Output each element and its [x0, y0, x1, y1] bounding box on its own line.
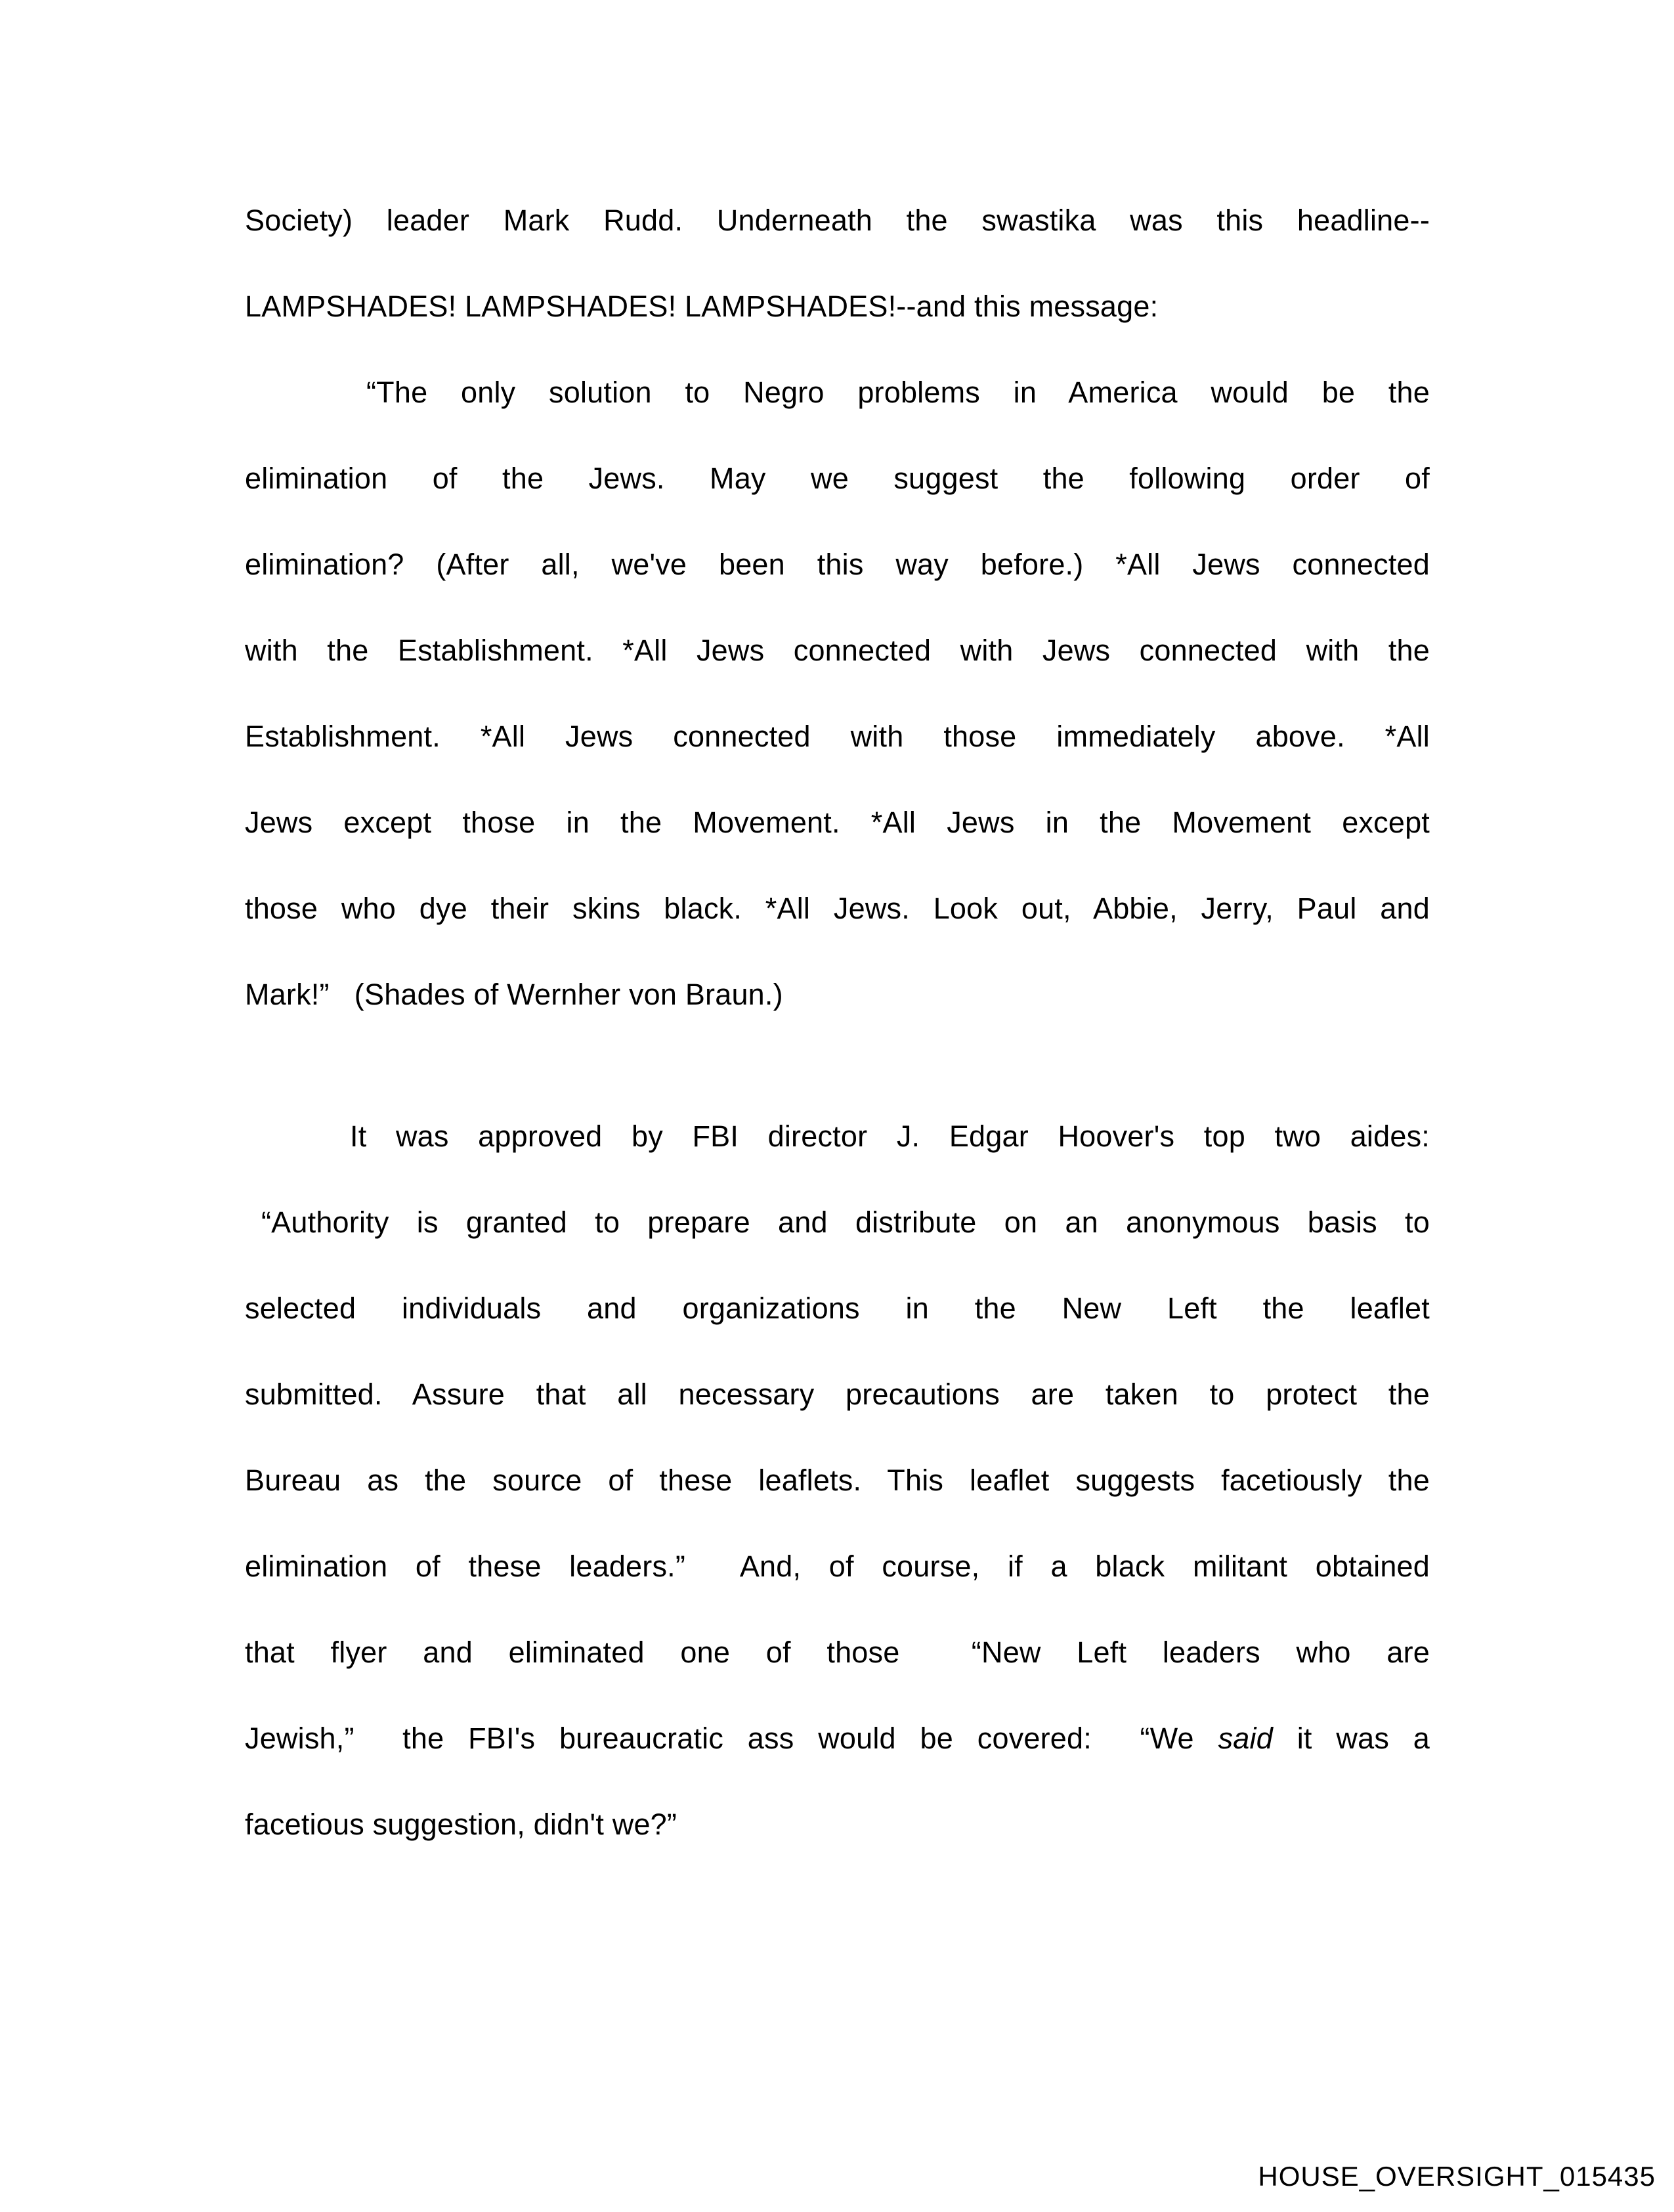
text-line-03: “The only solution to Negro problems in America would be the — [366, 376, 1430, 409]
text-line-17: that flyer and eliminated one of those “New Left leaders who are — [245, 1636, 1430, 1669]
text-line-05: elimination? (After all, we've been this way before.) *All Jews connected — [245, 548, 1430, 581]
text-line-06: with the Establishment. *All Jews connected with Jews connected with the — [245, 634, 1430, 667]
text-line-01: Society) leader Mark Rudd. Underneath the swastika was this headline-- — [245, 204, 1430, 237]
text-line-11: It was approved by FBI director J. Edgar Hoover's top two aides: — [350, 1119, 1430, 1153]
text-line-13: selected individuals and organizations in the New Left the leaflet — [245, 1291, 1430, 1325]
text-segment: Jewish,” the FBI's bureaucratic ass would be covered: “We — [245, 1722, 1194, 1755]
text-line-12: “Authority is granted to prepare and distribute on an anonymous basis to — [261, 1205, 1430, 1239]
text-segment: it was a — [1297, 1722, 1430, 1755]
text-line-14: submitted. Assure that all necessary precautions are taken to protect the — [245, 1377, 1430, 1411]
bates-stamp: HOUSE_OVERSIGHT_015435 — [1258, 2161, 1656, 2192]
text-line-08: Jews except those in the Movement. *All Jews in the Movement except — [245, 806, 1430, 839]
text-line-02: LAMPSHADES! LAMPSHADES! LAMPSHADES!--and this message: — [245, 290, 1159, 323]
text-line-19: facetious suggestion, didn't we?” — [245, 1808, 677, 1841]
italic-word: said — [1218, 1722, 1273, 1755]
text-line-10: Mark!” (Shades of Wernher von Braun.) — [245, 978, 783, 1011]
text-line-18 — [245, 1695, 1430, 1781]
text-line-15: Bureau as the source of these leaflets. This leaflet suggests facetiously the — [245, 1464, 1430, 1497]
body-text — [245, 177, 1430, 1867]
text-line-07: Establishment. *All Jews connected with those immediately above. *All — [245, 720, 1430, 753]
text-line-04: elimination of the Jews. May we suggest the following order of — [245, 462, 1430, 495]
text-line-16: elimination of these leaders.” And, of course, if a black militant obtained — [245, 1550, 1430, 1583]
text-line-09: those who dye their skins black. *All Jews. Look out, Abbie, Jerry, Paul and — [245, 892, 1430, 925]
